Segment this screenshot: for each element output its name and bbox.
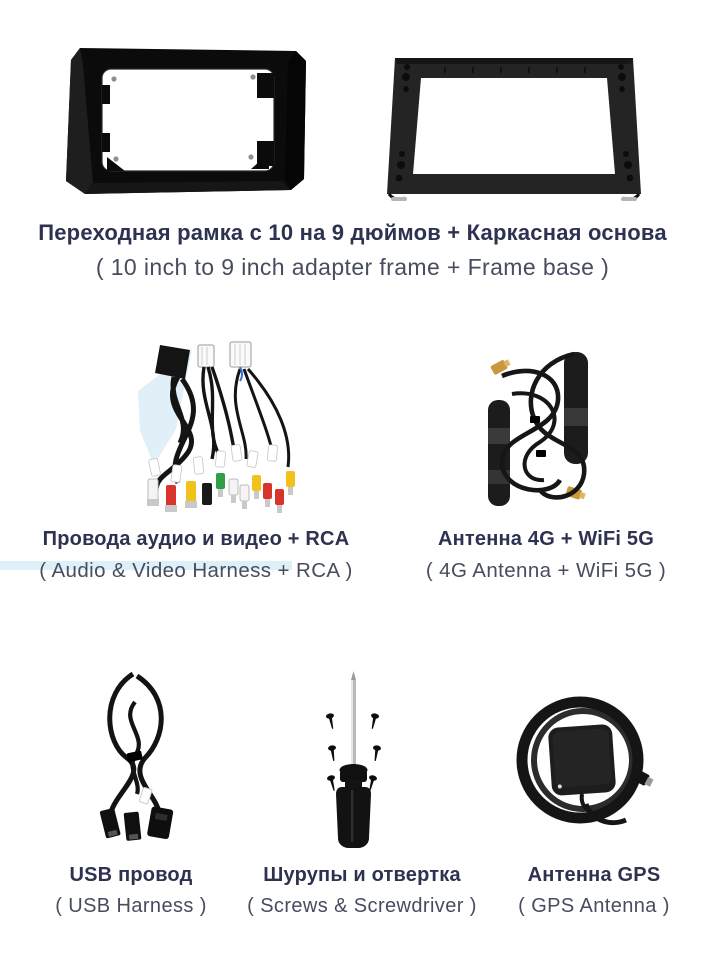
adapter-frame-title-ru: Переходная рамка с 10 на 9 дюймов + Каркасная основа bbox=[38, 220, 667, 245]
usb-harness-image bbox=[85, 666, 185, 846]
frame-base-photo bbox=[375, 52, 655, 204]
screws-label-ru: Шурупы и отвертка bbox=[263, 864, 461, 886]
gps-antenna-label-en: ( GPS Antenna ) bbox=[518, 895, 670, 917]
adapter-frame-image bbox=[50, 40, 325, 205]
screws-label-en: ( Screws & Screwdriver ) bbox=[247, 895, 477, 917]
gps-antenna-image bbox=[508, 686, 658, 836]
screws-screwdriver-photo bbox=[322, 668, 384, 848]
antenna-4g-image bbox=[478, 342, 602, 514]
usb-harness-label-en: ( USB Harness ) bbox=[55, 895, 207, 917]
antenna-4g-label-ru: Антенна 4G + WiFi 5G bbox=[437, 528, 655, 550]
av-harness-image bbox=[128, 333, 310, 525]
gps-antenna-label-ru: Антенна GPS bbox=[527, 864, 661, 886]
adapter-frame-title-en: ( 10 inch to 9 inch adapter frame + Frame base ) bbox=[95, 254, 610, 280]
av-harness-photo bbox=[128, 333, 310, 525]
adapter-frame-photo bbox=[50, 40, 325, 205]
av-harness-label-ru: Провода аудио и видео + RCA bbox=[42, 528, 350, 550]
antenna-4g-photo bbox=[478, 342, 602, 514]
screws-screwdriver-image bbox=[322, 668, 384, 848]
av-harness-label-en: ( Audio & Video Harness + RCA ) bbox=[39, 559, 353, 582]
frame-base-image bbox=[375, 52, 655, 204]
usb-harness-photo bbox=[85, 666, 185, 846]
usb-harness-label-ru: USB провод bbox=[69, 864, 193, 886]
gps-antenna-photo bbox=[508, 686, 658, 836]
antenna-4g-label-en: ( 4G Antenna + WiFi 5G ) bbox=[425, 559, 667, 582]
